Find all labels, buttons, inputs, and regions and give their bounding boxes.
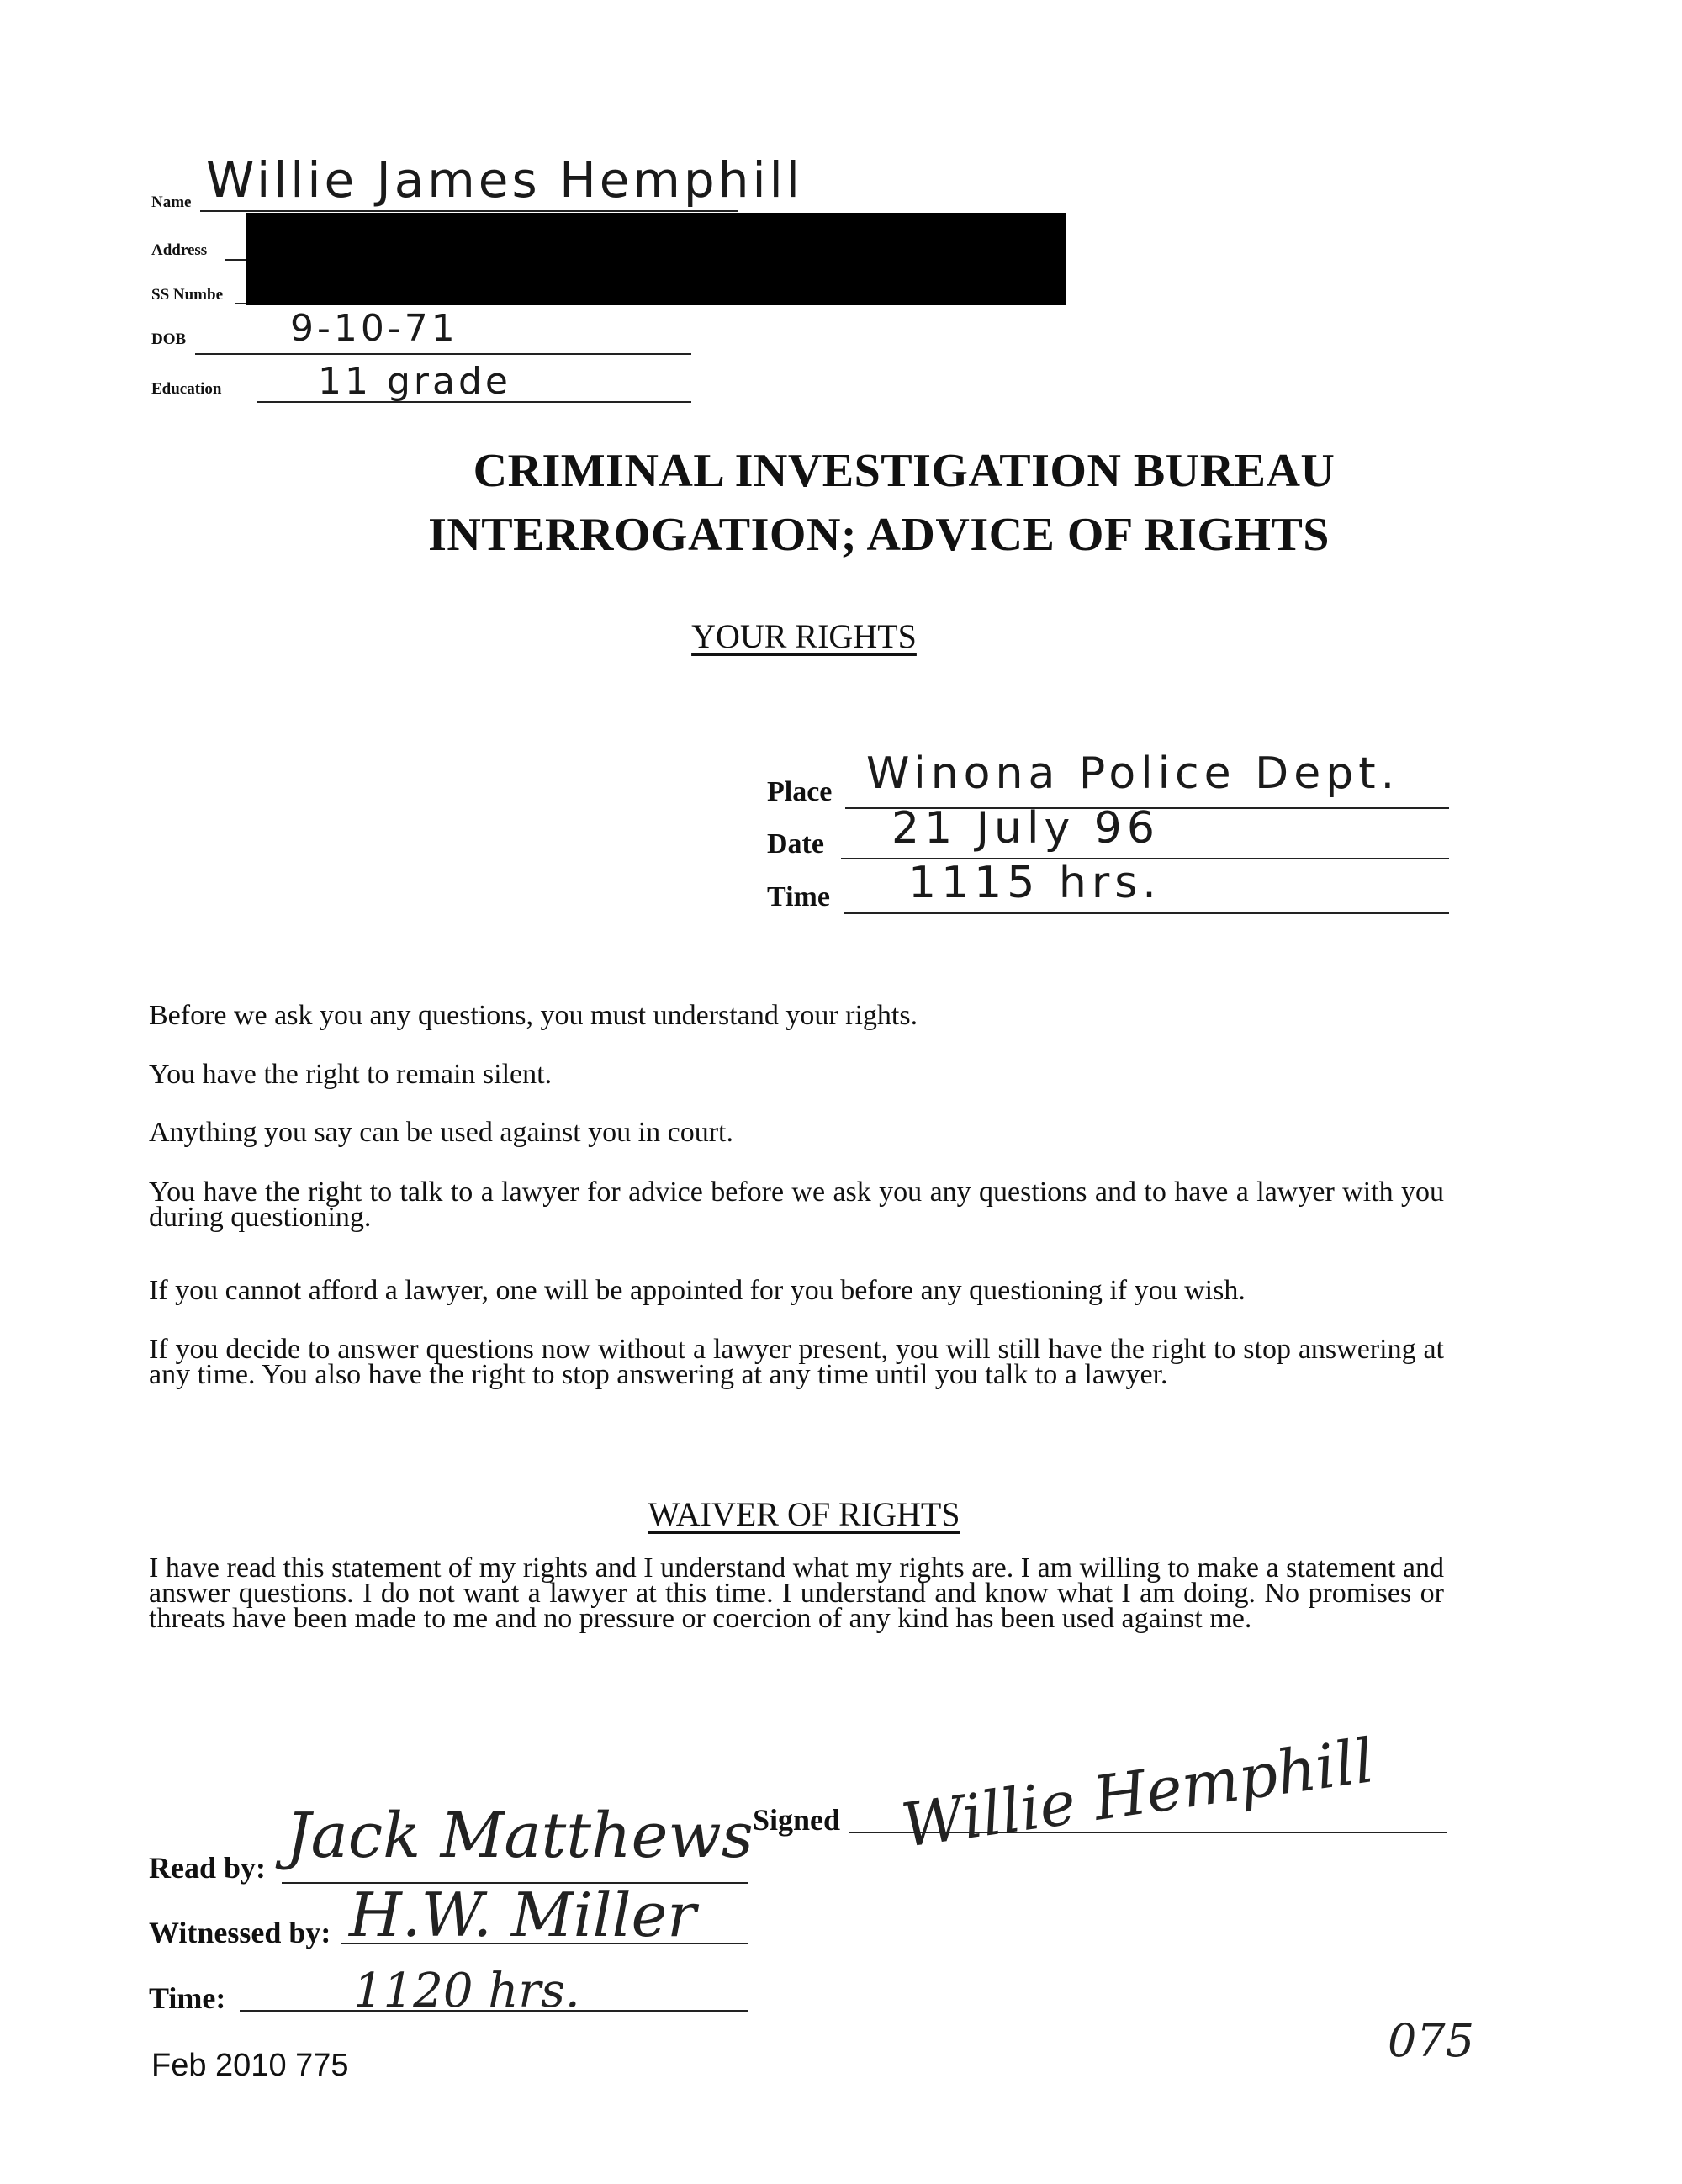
signature-time-label: Time: xyxy=(149,1981,226,2015)
name-line xyxy=(200,210,738,212)
dob-line xyxy=(195,353,691,355)
read-by-label: Read by: xyxy=(149,1851,267,1885)
redaction-bar xyxy=(246,213,1066,305)
footer-text: Feb 2010 775 xyxy=(151,2048,349,2083)
dob-value: 9-10-71 xyxy=(290,307,458,350)
place-label: Place xyxy=(767,776,833,807)
place-value: Winona Police Dept. xyxy=(866,748,1400,799)
witnessed-label: Witnessed by: xyxy=(149,1916,331,1949)
rights-paragraph-2: You have the right to remain silent. xyxy=(149,1059,553,1090)
waiver-paragraph: I have read this statement of my rights and I understand what my rights are. I am willing to make a statement and answer questions. I do not want a lawyer at this time. I understand and know what I am doing. No promises or threats have been made to me and no pressure or coercion of any kind has been used against me. xyxy=(149,1552,1444,1634)
time-line xyxy=(844,912,1449,914)
title-line-1: CRIMINAL INVESTIGATION BUREAU xyxy=(473,445,1336,497)
date-label: Date xyxy=(767,828,824,859)
education-value: 11 grade xyxy=(318,360,511,403)
date-value: 21 July 96 xyxy=(891,803,1160,854)
ss-number-label: SS Numbe xyxy=(151,286,223,304)
rights-paragraph-3: Anything you say can be used against you in court. xyxy=(149,1117,733,1148)
waiver-heading: WAIVER OF RIGHTS xyxy=(648,1495,960,1533)
read-by-signature: Jack Matthews xyxy=(286,1800,754,1872)
education-label: Education xyxy=(151,380,222,398)
title-line-2: INTERROGATION; ADVICE OF RIGHTS xyxy=(428,509,1330,561)
time-value: 1115 hrs. xyxy=(908,858,1161,908)
name-label: Name xyxy=(151,193,192,211)
rights-paragraph-5: If you cannot afford a lawyer, one will be appointed for you before any questioning if you wish. xyxy=(149,1275,1246,1306)
rights-paragraph-4: You have the right to talk to a lawyer for advice before we ask you any questions and to have a lawyer with you during questioning. xyxy=(149,1177,1444,1233)
your-rights-heading: YOUR RIGHTS xyxy=(691,617,917,655)
address-label: Address xyxy=(151,241,208,259)
rights-paragraph-6: If you decide to answer questions now without a lawyer present, you will still have the right to stop answering at any time. You also have the right to stop answering at any time until you talk to a lawyer. xyxy=(149,1334,1444,1390)
rights-paragraph-1: Before we ask you any questions, you must understand your rights. xyxy=(149,1000,918,1031)
dob-label: DOB xyxy=(151,331,187,348)
signed-signature: Willie Hemphill xyxy=(897,1725,1378,1861)
name-value: Willie James Hemphill xyxy=(206,151,803,209)
time-label: Time xyxy=(767,881,830,912)
signature-time-value: 1120 hrs. xyxy=(353,1964,580,2018)
page-number: 075 xyxy=(1388,2014,1475,2067)
signed-label: Signed xyxy=(753,1803,841,1837)
witnessed-signature: H.W. Miller xyxy=(349,1880,696,1950)
